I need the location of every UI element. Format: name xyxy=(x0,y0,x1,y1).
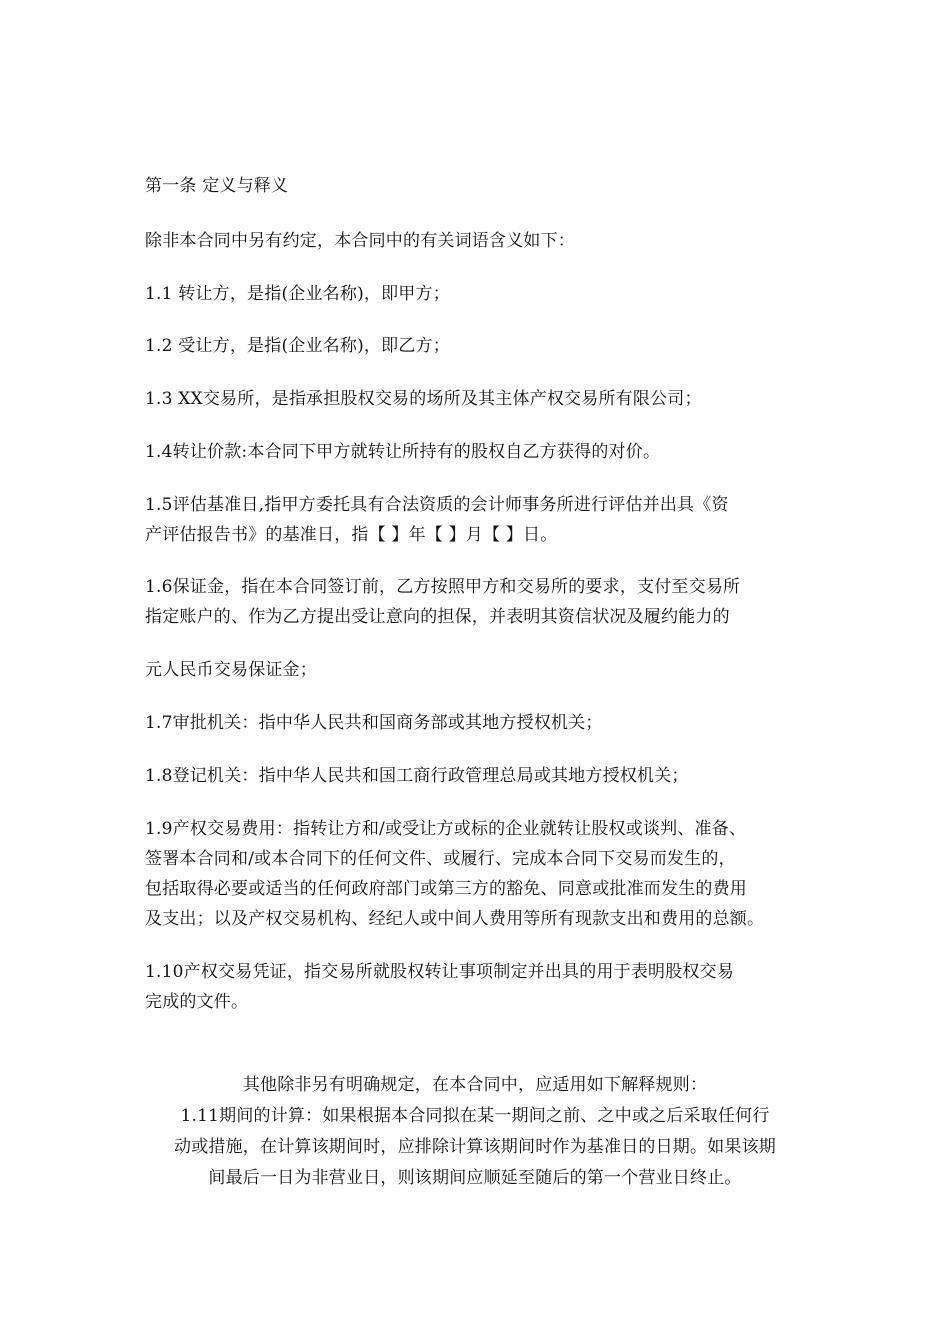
article-heading: 第一条 定义与释义 xyxy=(145,176,289,196)
definition-1-9-line-2: 签署本合同和/或本合同下的任何文件、或履行、完成本合同下交易而发生的， xyxy=(145,849,736,869)
definition-1-6-line-3: 元人民币交易保证金； xyxy=(145,660,317,680)
definitions-intro: 除非本合同中另有约定，本合同中的有关词语含义如下： xyxy=(145,231,575,251)
definition-1-8: 1.8登记机关：指中华人民共和国工商行政管理总局或其地方授权机关； xyxy=(145,766,689,786)
definition-1-6-line-1: 1.6保证金，指在本合同签订前，乙方按照甲方和交易所的要求，支付至交易所 xyxy=(145,577,741,597)
definition-1-10-line-2: 完成的文件。 xyxy=(145,992,249,1012)
definition-1-5-line-2: 产评估报告书》的基准日，指【 】年【 】月【 】日。 xyxy=(145,525,558,545)
definition-1-10-line-1: 1.10产权交易凭证，指交易所就股权转让事项制定并出具的用于表明股权交易 xyxy=(145,962,735,982)
definition-1-4: 1.4转让价款:本合同下甲方就转让所持有的股权自乙方获得的对价。 xyxy=(145,442,661,462)
interpretation-intro: 其他除非另有明确规定，在本合同中，应适用如下解释规则： xyxy=(242,1075,708,1095)
definition-1-5-line-1: 1.5评估基准日,指甲方委托具有合法资质的会计师事务所进行评估并出具《资 xyxy=(145,495,729,515)
definition-1-1: 1.1 转让方，是指(企业名称)，即甲方； xyxy=(145,284,450,304)
definition-1-3: 1.3 XX交易所，是指承担股权交易的场所及其主体产权交易所有限公司； xyxy=(145,389,702,409)
definition-1-9-line-4: 及支出；以及产权交易机构、经纪人或中间人费用等所有现款支出和费用的总额。 xyxy=(145,909,765,929)
rule-1-11-line-1: 1.11期间的计算：如果根据本合同拟在某一期间之前、之中或之后采取任何行 xyxy=(180,1106,770,1126)
rule-1-11-line-3: 间最后一日为非营业日，则该期间应顺延至随后的第一个营业日终止。 xyxy=(208,1168,742,1188)
definition-1-9-line-3: 包括取得必要或适当的任何政府部门或第三方的豁免、同意或批准而发生的费用 xyxy=(145,879,747,899)
definition-1-7: 1.7审批机关：指中华人民共和国商务部或其地方授权机关； xyxy=(145,713,603,733)
definition-1-9-line-1: 1.9产权交易费用：指转让方和/或受让方或标的企业就转让股权或谈判、准备、 xyxy=(145,819,747,839)
definition-1-2: 1.2 受让方，是指(企业名称)，即乙方； xyxy=(145,336,450,356)
definition-1-6-line-2: 指定账户的、作为乙方提出受让意向的担保，并表明其资信状况及履约能力的 xyxy=(145,607,730,627)
rule-1-11-line-2: 动或措施，在计算该期间时，应排除计算该期间时作为基准日的日期。如果该期 xyxy=(174,1137,776,1157)
